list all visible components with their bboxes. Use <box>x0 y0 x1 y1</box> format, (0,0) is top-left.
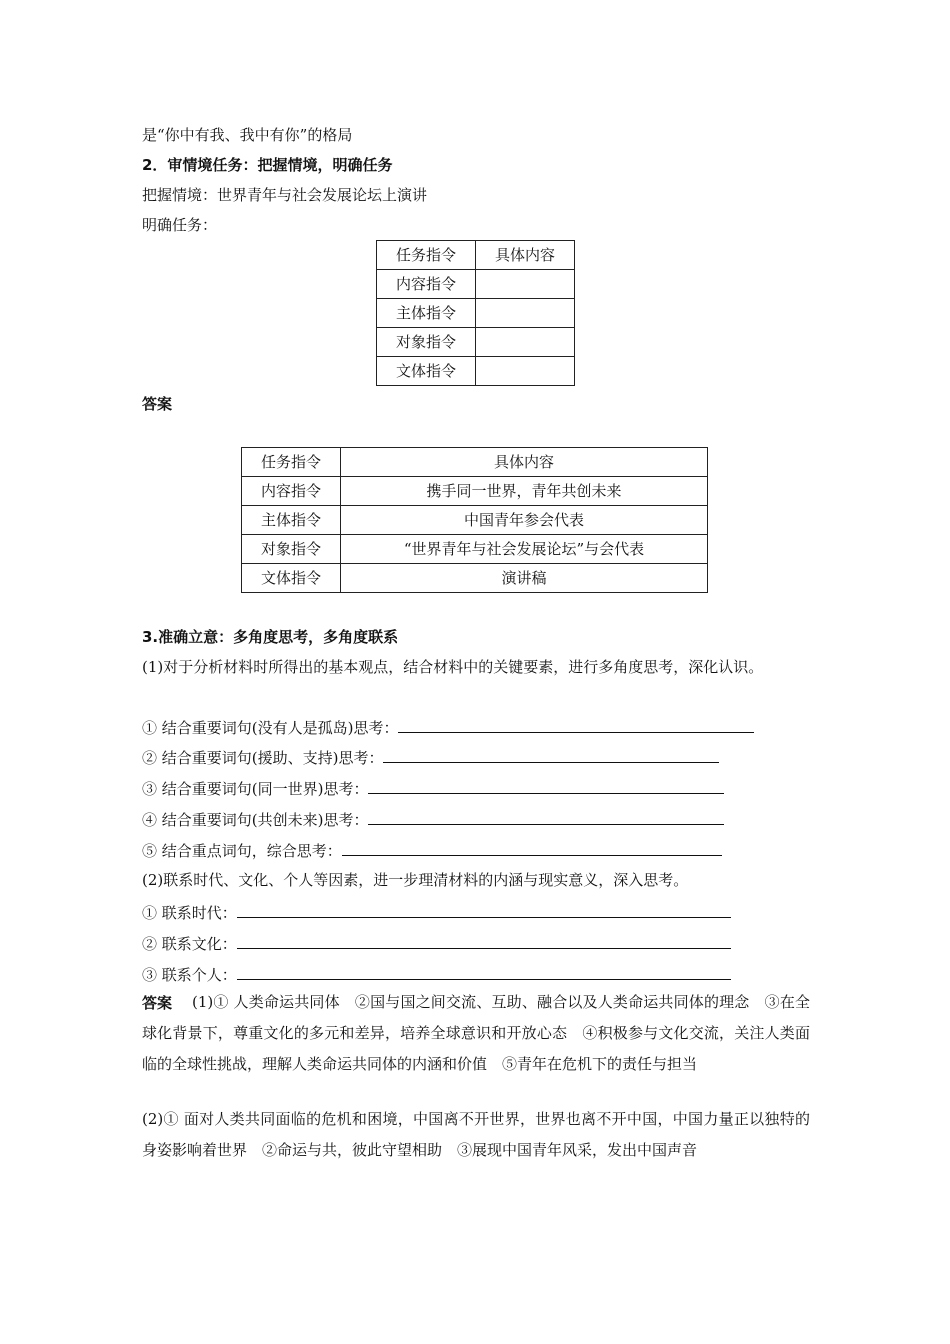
blank-line <box>237 932 731 949</box>
table-cell: 携手同一世界，青年共创未来 <box>341 477 708 506</box>
table-row <box>242 506 708 535</box>
table-header-cell: 任务指令 <box>242 448 341 477</box>
blank-line <box>398 716 754 733</box>
table-row <box>377 299 575 328</box>
table-row <box>242 448 708 477</box>
table-cell: 内容指令 <box>377 270 476 299</box>
table-row <box>377 357 575 386</box>
blank-line <box>368 777 724 794</box>
fill-item: ④ 结合重要词句(共创未来)思考： <box>142 808 724 830</box>
answer-1: (1)① 人类命运共同体 ②国与国之间交流、互助、融合以及人类命运共同体的理念 ③在全球化背景下，尊重文化的多元和差异，培养全球意识和开放心态 ④积极参与文化交流，关注人类面临的全球性挑战，理解人类命运共同体的内涵和价值 ⑤青年在危机下的责任与担当 <box>142 993 810 1073</box>
fill-item: ② 结合重要词句(援助、支持)思考： <box>142 746 719 768</box>
blank-line <box>342 839 722 856</box>
fill-item: ① 联系时代： <box>142 901 731 923</box>
table-cell: “世界青年与社会发展论坛”与会代表 <box>341 535 708 564</box>
table-header-cell: 任务指令 <box>377 241 476 270</box>
answer-2: (2)① 面对人类共同面临的危机和困境，中国离不开世界，世界也离不开中国，中国力量正以独特的身姿影响着世界 ②命运与共，彼此守望相助 ③展现中国青年风采，发出中国声音 <box>142 1110 810 1159</box>
part1-intro: (1)对于分析材料时所得出的基本观点，结合材料中的关键要素，进行多角度思考，深化认识。 <box>142 658 764 676</box>
table-cell: 文体指令 <box>377 357 476 386</box>
table-cell: 演讲稿 <box>341 564 708 593</box>
table-row <box>242 564 708 593</box>
table-cell: 内容指令 <box>242 477 341 506</box>
empty-cell <box>476 299 575 328</box>
table-row <box>377 241 575 270</box>
table-cell: 中国青年参会代表 <box>341 506 708 535</box>
table-row <box>377 328 575 357</box>
fill-item: ① 结合重要词句(没有人是孤岛)思考： <box>142 716 754 738</box>
table-cell: 对象指令 <box>377 328 476 357</box>
table-row <box>242 477 708 506</box>
table-cell: 主体指令 <box>377 299 476 328</box>
task-table <box>376 240 575 386</box>
table-header-cell: 具体内容 <box>476 241 575 270</box>
fill-item: ③ 联系个人： <box>142 963 731 985</box>
blank-line <box>237 963 731 980</box>
table-header-cell: 具体内容 <box>341 448 708 477</box>
context-line: 把握情境：世界青年与社会发展论坛上演讲 <box>142 186 428 204</box>
part2-intro: (2)联系时代、文化、个人等因素，进一步理清材料的内涵与现实意义，深入思考。 <box>142 871 689 889</box>
answer-label-2: 答案 <box>142 994 173 1012</box>
empty-cell <box>476 328 575 357</box>
section2-heading: 2．审情境任务：把握情境，明确任务 <box>142 156 393 174</box>
empty-cell <box>476 270 575 299</box>
table-cell: 文体指令 <box>242 564 341 593</box>
intro-line: 是“你中有我、我中有你”的格局 <box>142 126 353 144</box>
fill-item: ③ 结合重要词句(同一世界)思考： <box>142 777 724 799</box>
table-cell: 主体指令 <box>242 506 341 535</box>
answer-table <box>241 447 708 593</box>
answer-label-1: 答案 <box>142 395 173 413</box>
blank-line <box>368 808 724 825</box>
fill-item: ⑤ 结合重点词句，综合思考： <box>142 839 722 861</box>
empty-cell <box>476 357 575 386</box>
blank-line <box>237 901 731 918</box>
table-row <box>242 535 708 564</box>
section3-heading: 3.准确立意：多角度思考，多角度联系 <box>142 628 399 646</box>
task-label: 明确任务： <box>142 216 218 234</box>
blank-line <box>383 746 719 763</box>
fill-item: ② 联系文化： <box>142 932 731 954</box>
table-cell: 对象指令 <box>242 535 341 564</box>
table-row <box>377 270 575 299</box>
